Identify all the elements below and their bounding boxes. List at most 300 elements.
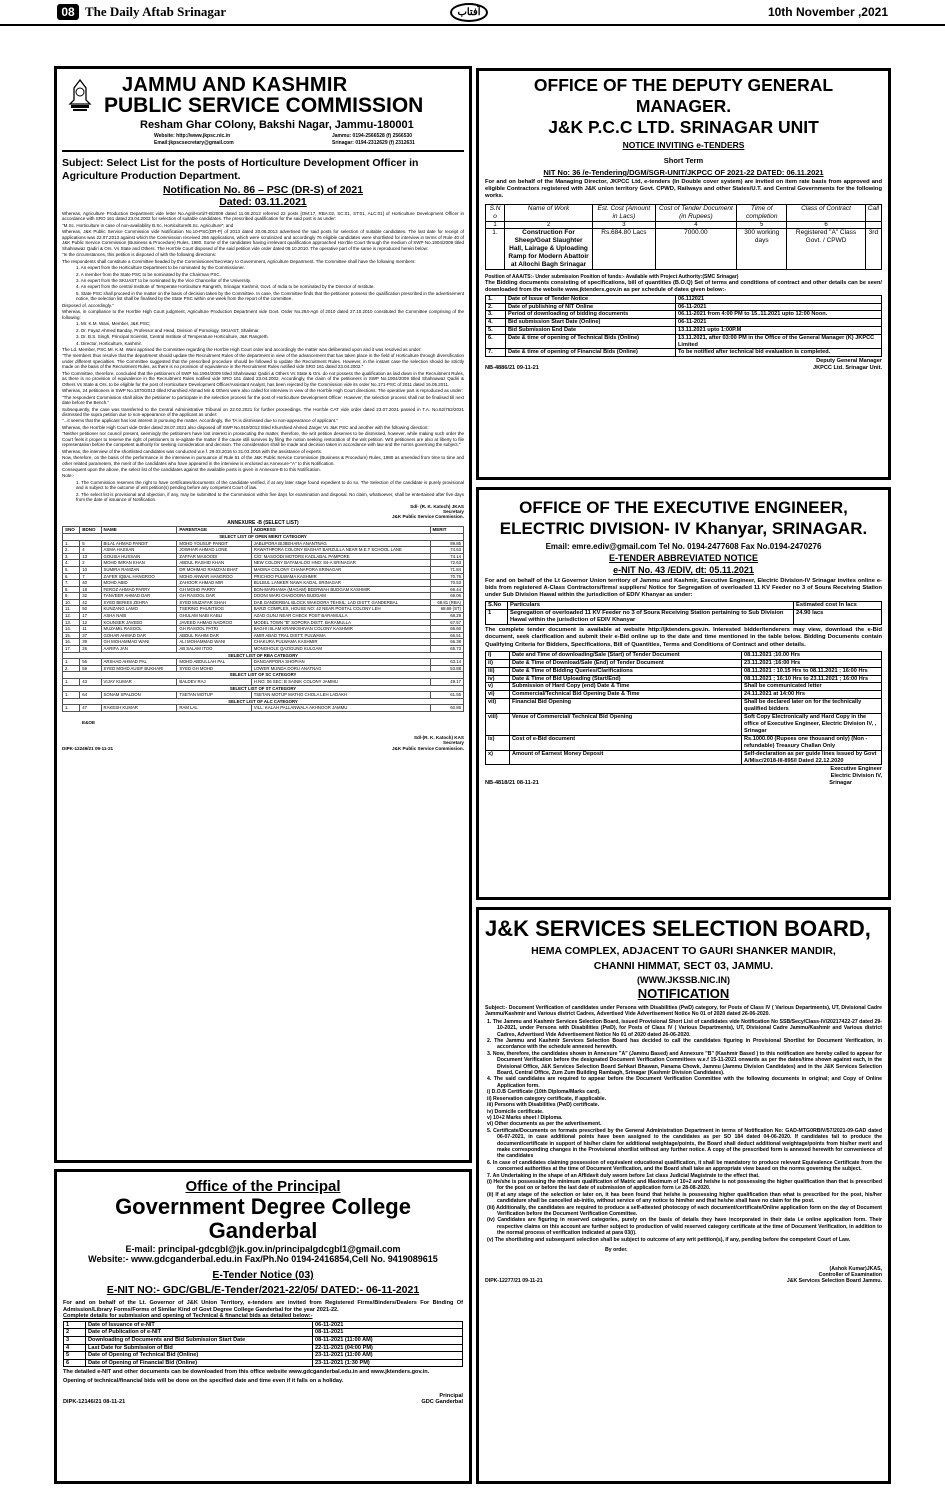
annexure-cell: GH RASOOL PATRI: [177, 626, 251, 633]
annexure-cell: MOHD ABID: [101, 580, 177, 587]
annexure-cell: AMIR ABAD TRAL DISTT: PULWAMA: [251, 632, 430, 639]
annexure-cell: 63.14: [430, 659, 464, 666]
annexure-cell: SYED BERIES ZEHRA: [101, 599, 177, 606]
jkpsc-paragraph: Whereas, Agriculture Production Department vide letter No.Agri/Horti/7-B/2009 dated 11.06.2013 referred 22 posts [OM:17, RBA:02, SC:01, ST:01, ALC:01] of Horticulture Development Officer in accordance with SRO 161 dated 23.04.2002 for selection of suitable candidates. The prescribed qualification for the said post is as under:: [62, 211, 464, 222]
annexure-title: ANNEXURE -B (SELECT LIST): [227, 520, 299, 527]
jkpsc-paragraph: 3. An expert from the SKUAST to be nominated by the Vice Chancellor of the University.: [76, 277, 252, 283]
jkpsc-signatory: Sd/- (R. K. Katoch) JKAS: [410, 503, 464, 509]
works-cell: 7000.00: [655, 228, 736, 269]
annexure-cell: 14.: [63, 626, 80, 633]
schedule-cell: 5: [64, 1352, 86, 1360]
jkpsc-paragraph: Disposed of, accordingly.": [62, 302, 114, 308]
annexure-cell: 47: [80, 705, 101, 712]
electric-division-advertisement: [476, 487, 891, 900]
dates-cell: i): [486, 651, 510, 659]
jkpsc-paragraph: 2. The select list is provisional and objection, if any, may be submitted to the Commission within five days for examination and disposal. No claim, whatsoever, shall be entertained after five days from the date of issuance of Notification.: [76, 491, 464, 503]
annexure-cell: BAGHI ISLAM KRANKSHIVAN COLONY KASHMIR: [251, 626, 430, 633]
works-cell: 24.90 lacs: [794, 609, 882, 624]
dates-cell: 1.: [486, 295, 506, 303]
annexure-cell: 65.73: [430, 646, 464, 653]
table-row: [486, 667, 882, 675]
dates-cell: Cost of e-Bid document: [510, 735, 742, 750]
dates-cell: 3.: [486, 311, 506, 319]
annexure-cell: 69.06: [430, 593, 464, 600]
works-col-header: Particulars: [508, 601, 794, 609]
annexure-cell: 5: [80, 540, 101, 547]
jkpsc-paragraph: 5. State PSC shall proceed in the matter on the basis of decision taken by the Committee. In case, the Committee finds that the petitioner possess the qualification prescribed in the advertisement notice, the selection list shall be finalised by the State PSC within one week from the report of the committee.: [76, 290, 464, 302]
dates-cell: v): [486, 683, 510, 691]
works-col-header: Call: [865, 204, 881, 221]
table-row: [486, 349, 882, 357]
annexure-cell: BON-MARHAMA (MAGAM) BEERWAH BUDGAM KASHMIR: [251, 586, 430, 593]
gdc-name: Government Degree College Ganderbal: [115, 1194, 411, 1243]
works-cell: 1.: [486, 228, 505, 269]
table-row: [63, 632, 464, 639]
annexure-cell: 56: [80, 659, 101, 666]
annexure-cell: 1.: [63, 692, 80, 699]
annexure-cell: 10.: [63, 599, 80, 606]
jkpsc-ref: DIPK-12249/21 09-11-21: [62, 745, 114, 751]
jkssb-address-1: HEMA COMPLEX, ADJACENT TO GAURI SHANKER MANDIR,: [531, 945, 836, 957]
dates-cell: Date & time of opening of Financial Bids (Online): [506, 349, 676, 357]
annexure-cell: 9.: [63, 593, 80, 600]
annexure-cell: 15.: [63, 632, 80, 639]
annexure-cell: BULBUL LANKER NAWA KADAL SRINAGAR: [251, 580, 430, 587]
newspaper-name: The Daily Aftab Srinagar: [85, 4, 227, 19]
jkssb-signatory-office: J&K Services Selection Board Jammu.: [786, 1278, 882, 1285]
annexure-cell: GOUSIA HUSSAIN: [101, 553, 177, 560]
annexure-cell: 1.: [63, 659, 80, 666]
jkpsc-paragraph: Whereas, the interview of the shortlisted candidates was conducted w.e.f. 29.03.2016 to 31.03.2016 with the assistance of experts.: [62, 448, 323, 454]
works-col-number: 6: [787, 221, 865, 228]
ed-body: The complete tender document is available at website http://jktenders.gov.in. Interested bidder/tenderers may view, download the e-Bid document, seek clarification and submit their e-Bid online up to the date and time mentioned in the table below. Bidding Documents contain Qualifying Criteria for Bidders, Specifications, Bill of Quantities, Terms and Conditions of Contract and other details.: [485, 627, 882, 648]
annexure-cell: 1.: [63, 540, 80, 547]
works-cell: 1: [486, 609, 508, 624]
newspaper-logo: آفتاب: [450, 3, 488, 22]
ed-dates-table: [485, 651, 882, 766]
jkssb-signatory: (Ashok Kumar)JKAS,: [829, 1265, 882, 1272]
schedule-cell: Date of Issuance of e-NIT: [86, 1321, 313, 1329]
works-col-header: S.No: [486, 601, 508, 609]
jkpsc-notification-date: Dated: 03.11.2021: [219, 196, 307, 208]
gdc-signatory-office: GDC Ganderbal: [421, 1399, 463, 1406]
dates-cell: Bid submission Start Date (Online): [506, 319, 676, 327]
jkpsc-phone-jammu: Jammu: 0194-2566528 (f) 2566530: [332, 133, 413, 139]
dates-cell: Date & Time of Download/Sale (End) of Tender Document: [510, 659, 742, 667]
jkssb-item: 1. The Jammu and Kashmir Services Selection Board, issued Provisional Short List of candidates vide Notification No SSB/Secy/Class-IV/20217422-27 dated 29-10-2021, under Persons with Disabilities (PwD), for Posts of Class IV ( Various Departments), UT, Divisional Cadre Jammu/Kashmir and Various district Cadres, Advertised Vide Advertisement Notice No 01 of 2020 dated 26-06-2020.: [487, 1018, 882, 1038]
schedule-cell: 6: [64, 1359, 86, 1367]
works-cell: Segregation of overloaded 11 KV Feeder no 3 of Soura Receiving Station pertaining to Sub Division Hawal within the jurisdiction of EDIV Khanyar: [508, 609, 794, 624]
dates-cell: Period of downloading of bidding documents: [506, 311, 676, 319]
annexure-cell: 26: [80, 646, 101, 653]
annexure-cell: 61.55: [430, 692, 464, 699]
schedule-cell: Downloading of Documents and Bid Submission Start Date: [86, 1336, 313, 1344]
jkpsc-subject: Subject: Select List for the posts of Horticulture Development Officer in Agriculture Production Department.: [62, 157, 419, 182]
jkpsc-paragraph: Note:-: [62, 473, 75, 479]
ed-signatory-office: Electric Division IV,: [830, 773, 882, 780]
annexure-cell: DANGARPORA SHOPIAN: [251, 659, 430, 666]
annexure-cell: ASMA HASSAN: [101, 547, 177, 554]
annexure-cell: 13.: [63, 619, 80, 626]
annexure-cell: 49.17: [430, 679, 464, 686]
annexure-cell: 32: [80, 593, 101, 600]
jkpcc-position: Position of AAA/TS:- Under submission Position of funds:- Available with Project Authority:(SMC Srinagar): [485, 273, 739, 280]
table-row: [63, 613, 464, 620]
annexure-cell: TANVEER AHMAD DAR: [101, 593, 177, 600]
gdc-schedule-title: Complete details for submission and opening of Technical & financial bids as detailed below:-: [63, 1313, 313, 1320]
ed-signatory-place: Srinagar: [829, 779, 852, 786]
dates-cell: 7.: [486, 349, 506, 357]
table-row: [486, 334, 882, 349]
jkpsc-paragraph: 3. Dr. B.S. Singh, Principal Scientist, Central Institute of Temperature Horticulture, J&K Rangreth.: [76, 334, 269, 340]
jkpsc-paragraph: 2. Dr. Fayaz Ahmed Banday, Professor and Head, Division of Pomology, SKUAST, Shalimar.: [76, 327, 260, 333]
annexure-cell: 66.60: [430, 626, 464, 633]
gdc-ref: DIPK-12146/21 08-11-21: [63, 1399, 126, 1406]
annexure-col-header: NAME: [101, 527, 177, 534]
jkssb-item: ii) Reservation category certificate, if applicable.: [487, 1095, 607, 1102]
works-col-header: Class of Contract: [787, 204, 865, 221]
dates-cell: To be notified after technical bid evaluation is completed.: [676, 349, 882, 357]
annexure-cell: MOHD ABDULLAH PAL: [177, 659, 251, 666]
annexure-col-header: PARENTAGE: [177, 527, 251, 534]
annexure-category-label: SELECT LIST OF OPEN MERIT CATEGORY: [63, 533, 464, 540]
dates-cell: Date & time of opening of Technical Bids (Online): [506, 334, 676, 349]
jkssb-item: iv) Domicile certificate.: [487, 1108, 544, 1115]
dates-cell: iii): [486, 667, 510, 675]
dates-cell: Amount of Earnest Money Deposit: [510, 750, 742, 765]
annexure-cell: AB SALAM ITOO: [177, 646, 251, 653]
jkpcc-docs: The Bidding documents consisting of specifications, bill of quantities (B.O.Q) Set of terms and conditions of contract and other details can be seen/ downloaded from the website www.jktenders.gov.in as per schedule of dates given below:-: [485, 280, 882, 293]
jkssb-item: 7. An Undertaking in the shape of an Affidavit duly sworn before 1st class Judicial Magistrate to the effect that.: [487, 1172, 760, 1179]
jkpsc-paragraph: Whereas, J&K Public Service Commission vide Notification No.10-PSC(DR-P) of 2013 dated 20.06.2013 advertised the said posts for selection of suitable candidates. The last date for receipt of applications was 22.07.2013 against which the Commission received 266 applications, which were scrutinized and accordingly 76 eligible candidates were shortlisted for interview in terms of Rule 40 of J&K Public Service Commission (Business & Procedure) Rules, 1980. Some of the candidates having irrelevant qualification approached Hon'ble Court through the medium of SWP No.1904/2009 titled Shahnawaz Qadiri & Ors. Vs State and Others. The Hon'ble Court disposed of the said petition vide order dated 08.10.2010. The operative part of the same is reproduced herein below:: [62, 229, 464, 251]
schedule-cell: 4: [64, 1344, 86, 1352]
annexure-cell: 5.: [63, 566, 80, 573]
annexure-cell: 60.86: [430, 705, 464, 712]
annexure-cell: 53.88: [430, 665, 464, 672]
works-col-header: Time of completion: [737, 204, 787, 221]
annexure-cell: MODEL TOWN "B" SOPORA DISTT. BARAMULLA: [251, 619, 430, 626]
annexure-cell: MOHD ANWAR HANGROO: [177, 573, 251, 580]
annexure-cell: ALI MOHAMMAD WANI: [177, 639, 251, 646]
dates-cell: 08.11.2021 : 10.15 Hrs to 08.11.2021 ; 16:00 Hrs: [742, 667, 882, 675]
ed-ref: NB-4818/21 08-11-21: [485, 779, 539, 786]
jkpsc-paragraph: 1. The Commission reserves the right to have certificates/documents of the candidate verified, if at any later stage found expedient to do so. The Selection of the candidate is purely provisional and is subject to the outcome of writ petition(s) pending before any competent Court of law.: [76, 479, 464, 491]
dates-cell: 08.11.2021 ;10.00 Hrs: [742, 651, 882, 659]
dates-cell: Date & Time of Bidding Queries/Clarifications: [510, 667, 742, 675]
schedule-cell: Date of Publication of e-NIT: [86, 1329, 313, 1337]
works-col-number: 1: [486, 221, 505, 228]
annexure-cell: SUMIRA RAMZAN: [101, 566, 177, 573]
page-number: 08: [57, 4, 79, 20]
annexure-cell: RAKESH KUMAR: [101, 705, 177, 712]
jkpcc-ref: NB-4886/21 09-11-21: [485, 364, 539, 371]
jkssb-item: vi) Other documents as per the advertisement.: [487, 1121, 602, 1128]
table-row: [486, 691, 882, 699]
annexure-cell: 68.69 (ST): [430, 606, 464, 613]
annexure-cell: 3.: [63, 553, 80, 560]
jkpsc-title-1: JAMMU AND KASHMIR: [122, 74, 348, 96]
schedule-cell: 06-11-2021: [313, 1321, 463, 1329]
jkpcc-signatory: Deputy General Manager: [816, 358, 882, 365]
table-row: [64, 1352, 463, 1360]
annexure-cell: KOUNSER JAVEED: [101, 619, 177, 626]
table-row: [64, 1321, 463, 1329]
annexure-cell: 71.84: [430, 566, 464, 573]
jkssb-item: (ii) If at any stage of the selection or later on, it has been found that he/she is possessing higher qualification than what is prescribed for the post, his/her candidature shall be cancelled ab-initio, without service of any notice to him/her and that he/she shall have no claim for the post.: [487, 1191, 882, 1205]
annexure-cell: BALDEV RAJ: [177, 679, 251, 686]
annexure-cell: ABDUL RASHID KHAN: [177, 560, 251, 567]
annexure-cell: 70.76: [430, 573, 464, 580]
annexure-cell: SYED MUZAFAR SHAH: [177, 599, 251, 606]
annexure-cell: 74.63: [430, 547, 464, 554]
table-row: [63, 646, 464, 653]
table-row: [63, 659, 464, 666]
annexure-cell: 1.: [63, 679, 80, 686]
schedule-cell: Date of Opening of Technical Bid (Online): [86, 1352, 313, 1360]
annexure-cell: 72.63: [430, 560, 464, 567]
jkpsc-paragraph: 4. Director, Horticulture, Kashmir.: [76, 340, 143, 346]
jkpsc-paragraph: Whereas, the Hon'ble High Court vide Order dated 28.07.2021 also disposed off SWP No.919/2012 titled Khurshied Ahmed Zarger Vs J&K PSC and another with the following direction:: [62, 424, 429, 430]
table-row: [486, 319, 882, 327]
annexure-cell: DR MOHMAD RAMZAN BHAT: [177, 566, 251, 573]
annexure-cell: ABDUL RAHIM DAR: [177, 632, 251, 639]
jkpsc-paragraph: 2. A member from the State PSC to be nominated by the Chairman PSC.: [76, 271, 221, 277]
annexure-cell: AZAD GUNJ NEAR CHECK POST BARAMULLA: [251, 613, 430, 620]
jkpsc-paragraph: Now, therefore, on the basis of the performance in the interview in pursuance of Rule 51 of the J&K Public Service Commission (Business & Procedure) Rules, 1980 as amended from time to time and other related parameters, the merit of the candidates who have appeared in the interview is enclosed as Annexure-"A" to this Notification.: [62, 455, 464, 466]
table-row: [63, 540, 464, 547]
dates-cell: Date and Time of downloading/Sale (Start) of Tender Document: [510, 651, 742, 659]
works-col-header: Estimated cost In lacs: [794, 601, 882, 609]
table-row: [63, 566, 464, 573]
jkpsc-paragraph: Subsequently, the case was transferred to the Central Administrative Tribunal on 22.02.2021 for further proceedings. The Hon'ble CAT vide order dated 23.07.2021 passed in T.A. No.62/762/2021 dismissed the supra petition due to non-appearance of the applicant as under:: [62, 406, 464, 417]
annexure-cell: ASHA NABI: [101, 613, 177, 620]
dates-cell: Self-declaration as per guide lines issued by Govt A/Misc/2018-III-895/I Dated 22.12.2020: [742, 750, 882, 765]
annexure-cell: 7: [80, 573, 101, 580]
jkpsc-website: Website: http://www.jkpsc.nic.in: [154, 133, 231, 139]
annexure-signatory-designation: Secretary: [443, 740, 464, 746]
table-row: [63, 580, 464, 587]
annexure-cell: ARSHAD AHMAD PAL: [101, 659, 177, 666]
annexure-cell: SONAM SPALDON: [101, 692, 177, 699]
annexure-cell: 68.29: [430, 613, 464, 620]
gdc-office: Office of the Principal: [185, 1178, 341, 1195]
annexure-cell: SYED MOHD AUSIF BUKHARI: [101, 665, 177, 672]
annexure-category-label: SELECT LIST OF ALC CATEGORY: [63, 698, 464, 705]
dates-cell: Submission of Hard Copy (end) Date & Time: [510, 683, 742, 691]
annexure-signatory: Sd/-(R. K. Katoch) KAS: [413, 735, 464, 741]
jkssb-item: i) D.O.B Certificate (10th Diploma/Marks card).: [487, 1089, 601, 1096]
annexure-cell: GH RASOOL DAR: [177, 593, 251, 600]
jkssb-item: (iii) Additionally, the candidates are required to produce a self-attested photocopy of each document/certificate/Online application form on the day of Document Verification before the Document Verification Committee.: [487, 1204, 882, 1217]
annexure-cell: 50: [80, 606, 101, 613]
annexure-cell: RAWATHPORA COLONY BAGHAT BARZULLA NEAR M.E.T SCHOOL LANE: [251, 547, 430, 554]
jkssb-item: 4. The said candidates are required to appear before the Document Verification Committee with the following documents in original; and Copy of Online Application form.: [487, 1076, 882, 1089]
ed-title-1: OFFICE OF THE EXECUTIVE ENGINEER,: [519, 498, 848, 517]
annexure-cell: VIJAY KUMAR: [101, 679, 177, 686]
annexure-cell: 89.85: [430, 540, 464, 547]
jkssb-items: [485, 1019, 882, 1243]
annexure-cell: DOONI WARI CHADOORA BUDGAM: [251, 593, 430, 600]
annexure-cell: 66.38: [430, 639, 464, 646]
works-col-number: 4: [655, 221, 736, 228]
table-row: [64, 1344, 463, 1352]
ed-nit: e-NIT No. 43 /EDIV, dt: 05.11.2021: [613, 565, 754, 575]
annexure-cell: TSERING PHUNTSOG: [177, 606, 251, 613]
annexure-cell: ZAFER IQBAL HANGROO: [101, 573, 177, 580]
annexure-table: [62, 526, 464, 712]
jkssb-by-order: By order.: [605, 1247, 628, 1254]
schedule-cell: 08-11-2021 (11:00 AM): [313, 1336, 463, 1344]
jkpsc-paragraph: The Committee, therefore, concluded that the petitioners of SWP No.1904/2009 titled Shahnawaz Qadiri & Others Vs State & Ors. do not possess the qualification as laid down in the Recruitment Rules, as there is no provision of equivalence in the Recruitment Rules notified vide SRO 161 dated 23.04.2002. Accordingly, the claim of the petitioners in SWP No.1904/2009 titled Shahnawaz Qadiri & Others Vs State & Ors. to be eligible for the post of Horticulture Development Officer/Assistant Analyst, has been rejected by the Commission vide its order No.171-PSC of 2011 dated 16.05.2011.: [62, 370, 464, 387]
table-row: [63, 573, 464, 580]
dates-cell: vi): [486, 691, 510, 699]
annexure-cell: TSETAN MOTUP: [177, 692, 251, 699]
table-row: [63, 705, 464, 712]
annexure-cell: GHULAM NABI KABLI: [177, 613, 251, 620]
annexure-cell: MOHD IMRAN KHAN: [101, 560, 177, 567]
annexure-cell: GOHAR AHMAD DAR: [101, 632, 177, 639]
annexure-cell: 2.: [63, 665, 80, 672]
annexure-cell: 67.57: [430, 619, 464, 626]
annexure-cell: MONGHOLE QAZIGUND KULGAM: [251, 646, 430, 653]
jkssb-item: v) 10+2 Marks sheet / Diploma.: [487, 1114, 563, 1121]
gdc-signatory: Principal: [439, 1392, 463, 1399]
annexure-cell: 13: [80, 553, 101, 560]
table-row: [64, 1359, 463, 1367]
works-cell: 300 working days: [737, 228, 787, 269]
jkpsc-address: Resham Ghar COlony, Bakshi Nagar, Jammu-180001: [140, 119, 414, 131]
gdc-notice: E-Tender Notice (03): [212, 1269, 314, 1281]
jkpcc-works-table: [485, 204, 882, 270]
annexure-cell: BILAL AHMAD PANDIT: [101, 540, 177, 547]
annexure-cell: 6.: [63, 573, 80, 580]
table-row: [486, 699, 882, 714]
annexure-cell: JOWHAR AHMAD LONE: [177, 547, 251, 554]
jkpsc-paragraph: "The members thus resolve that the department should update the Recruitment Rules of the department in view of the advancement that has taken place in the field of Horticulture through diversification under different specialties. The Committee suggested that the prescribed procedure should be followed to update the Recruitment Rules. However, in the instant case the selection should be strictly made on the basis of the Recruitment Rules, as there is no provision of equivalence in the Recruitment Rules notified vide SRO 161 dated 23.04.2002.": [62, 353, 464, 370]
jkpcc-title-2: J&K P.C.C LTD. SRINAGAR UNIT: [548, 117, 819, 137]
works-col-number: 2: [505, 221, 593, 228]
annexure-cell: 2.: [63, 547, 80, 554]
jkssb-signatory-designation: Controller of Examination: [818, 1272, 882, 1279]
dates-cell: 13.11.2021, after 03:00 PM in the Office of the General Manager (K) JKPCC Limited: [676, 334, 882, 349]
jkpsc-email: Email:jkpscsecretary@gmail.com: [154, 140, 234, 146]
dates-cell: Soft Copy Electronically and Hard Copy in the office of Executive Engineer, Electric Division IV, , Srinagar: [742, 714, 882, 736]
dates-cell: Financial Bid Opening: [510, 699, 742, 714]
jkpsc-paragraph: 4. An expert from the central Institute of Temperate Horticulture Rangreth, Srinagar Kashmir, Govt. of India to be nominated by the Director of Institute.: [76, 284, 375, 290]
annexure-cell: 68.81 (RBA): [430, 599, 464, 606]
annexure-category-row: [63, 533, 464, 540]
jkpsc-paragraph: 1. An expert from the Horticulture Department to be nominated by the Commissioner.: [76, 265, 245, 271]
annexure-cell: GH MOHAMMAD WANI: [101, 639, 177, 646]
table-row: [486, 651, 882, 659]
annexure-cell: 70.53: [430, 580, 464, 587]
annexure-signatory-office: J&K Public Service Commission.: [392, 745, 464, 751]
dates-cell: 6.: [486, 334, 506, 349]
annexure-cell: 43: [80, 679, 101, 686]
annexure-cell: ZAHOOR AHMAD MIR: [177, 580, 251, 587]
dates-cell: 4.: [486, 319, 506, 327]
dates-cell: 08.11.2021 ; 16:10 Hrs to 23.11.2021 ; 16:00 Hrs: [742, 675, 882, 683]
annexure-category-row: [63, 672, 464, 679]
gdc-nit: E-NIT NO:- GDC/GBL/E-Tender/2021-22/05/ DATED:- 06-11-2021: [106, 1284, 420, 1296]
works-col-number: [865, 221, 881, 228]
jkpcc-nit: NIT No: 36 /e-Tendering/DGM/SGR-UNIT/JKPCC OF 2021-22 DATED: 06.11.2021: [543, 168, 824, 177]
table-row: [63, 679, 464, 686]
jkpsc-paragraph: "The respondent Commission shall allow the petitioner to participate in the selection process for the post of Horticulture Development Officer. However, the selection process shall not be finalised till next date before the Bench.": [62, 394, 464, 406]
jkpcc-signatory-office: JKPCC Ltd. Srinagar Unit.: [813, 364, 882, 371]
annexure-cell: 69.44: [430, 586, 464, 593]
ed-intro: For and on behalf of the Lt Governor Union territory of Jammu and Kashmir, Executive Engineer, Electric Division-IV Srinagar invites online e-bids from registered A-Class Contractors/firms/ suppliers/ Notice for Segregation of overloaded 11 KV Feeder no 3 of Soura Receiving Station under Sub Division Hawal within the jurisdiction of EDIV Khanyar as under:: [485, 578, 882, 599]
jkpsc-paragraph: "In the circumstances, this petition is disposed of with the following directions:: [62, 252, 217, 258]
works-col-header: Name of Work: [505, 204, 593, 221]
annexure-category-row: [63, 652, 464, 659]
jkpsc-paragraph: The respondents shall constitute a Committee headed by the Commissioner/Secretary to Government, Agriculture Department. The Committee shall have the following members:: [62, 258, 416, 264]
annexure-cell: 59: [80, 665, 101, 672]
works-cell: Construction For Sheep/Goat Slaughter Hall, Lairage & Uploading Ramp for Modern Abattoir at Allochi Bagh Srinagar: [505, 228, 593, 269]
jkpsc-signatory-designation: Secretary: [443, 508, 464, 514]
ed-signatory: Executive Engineer: [830, 766, 882, 773]
jkpsc-paragraph: 1. Mr. K.M. Wani, Member, J&K PSC;: [76, 321, 151, 327]
table-row: [486, 295, 882, 303]
dates-cell: x): [486, 750, 510, 765]
dates-cell: vii): [486, 699, 510, 714]
dates-cell: 5.: [486, 326, 506, 334]
table-row: [63, 665, 464, 672]
annexure-cell: GH MOHD PARRY: [177, 586, 251, 593]
table-row: [63, 606, 464, 613]
annexure-cell: 12.: [63, 613, 80, 620]
dates-cell: Date of Issue of Tender Notice: [506, 295, 676, 303]
ed-notice: E-TENDER ABBREVIATED NOTICE: [608, 553, 758, 563]
gdc-ganderbal-advertisement: [54, 1169, 472, 1484]
table-row: [64, 1329, 463, 1337]
table-row: [63, 619, 464, 626]
annexure-cell: 11.: [63, 606, 80, 613]
annexure-cell: 1.: [63, 705, 80, 712]
annexure-cell: H.NO: 06 SEC: B SAINIK COLONY JAMMU: [251, 679, 430, 686]
annexure-cell: JABLIPORA BIJBEHARA ANANTNAG: [251, 540, 430, 547]
annexure-cell: 17: [80, 613, 101, 620]
table-row: [486, 326, 882, 334]
jkpcc-dates-table: [485, 295, 882, 357]
annexure-cell: 40: [80, 580, 101, 587]
jkpsc-notification-number: Notification No. 86 – PSC (DR-S) of 2021: [162, 184, 364, 196]
annexure-cell: AARIFA JAN: [101, 646, 177, 653]
annexure-cell: KUNZANG LAMO: [101, 606, 177, 613]
annexure-cell: 2: [80, 560, 101, 567]
dates-cell: Commercial/Technical Bid Opening Date & Time: [510, 691, 742, 699]
annexure-cell: 4.: [63, 560, 80, 567]
table-row: [63, 586, 464, 593]
emblem-icon: [66, 78, 94, 116]
annexure-cell: 74.14: [430, 553, 464, 560]
dates-cell: Date & Time of Bid Uploading (Start/End): [510, 675, 742, 683]
annexure-cell: 37: [80, 632, 101, 639]
jkpsc-phone-srinagar: Srinagar: 0194-2312629 (f) 2312631: [332, 140, 415, 146]
jkpsc-title-2: PUBLIC SERVICE COMMISSION: [104, 94, 424, 117]
jkpcc-intro: For and on behalf of the Managing Director, JKPCC Ltd, e-tenders (In Double cover system) are invited on item rate basis from approved and eligible Contractors registered with J&K union territory Govt. CPWD, Railways and other States/U.T. and Central Governments for the following works.: [485, 179, 882, 200]
works-col-number: 5: [737, 221, 787, 228]
gdc-schedule-table: [63, 1321, 463, 1368]
table-row: [486, 303, 882, 311]
jkpsc-advertisement: [54, 66, 472, 1163]
annexure-cell: VILL: KALAH PALLANWALA AKHNOOR JAMMU: [251, 705, 430, 712]
dates-cell: 2.: [486, 303, 506, 311]
jkssb-notification: NOTIFICATION: [637, 986, 730, 1001]
annexure-cell: 11: [80, 626, 101, 633]
dates-cell: 06-11-2021: [676, 303, 882, 311]
annexure-cell: C/O: MASOODI MOTORS KADLABAL PAMPORE: [251, 553, 430, 560]
